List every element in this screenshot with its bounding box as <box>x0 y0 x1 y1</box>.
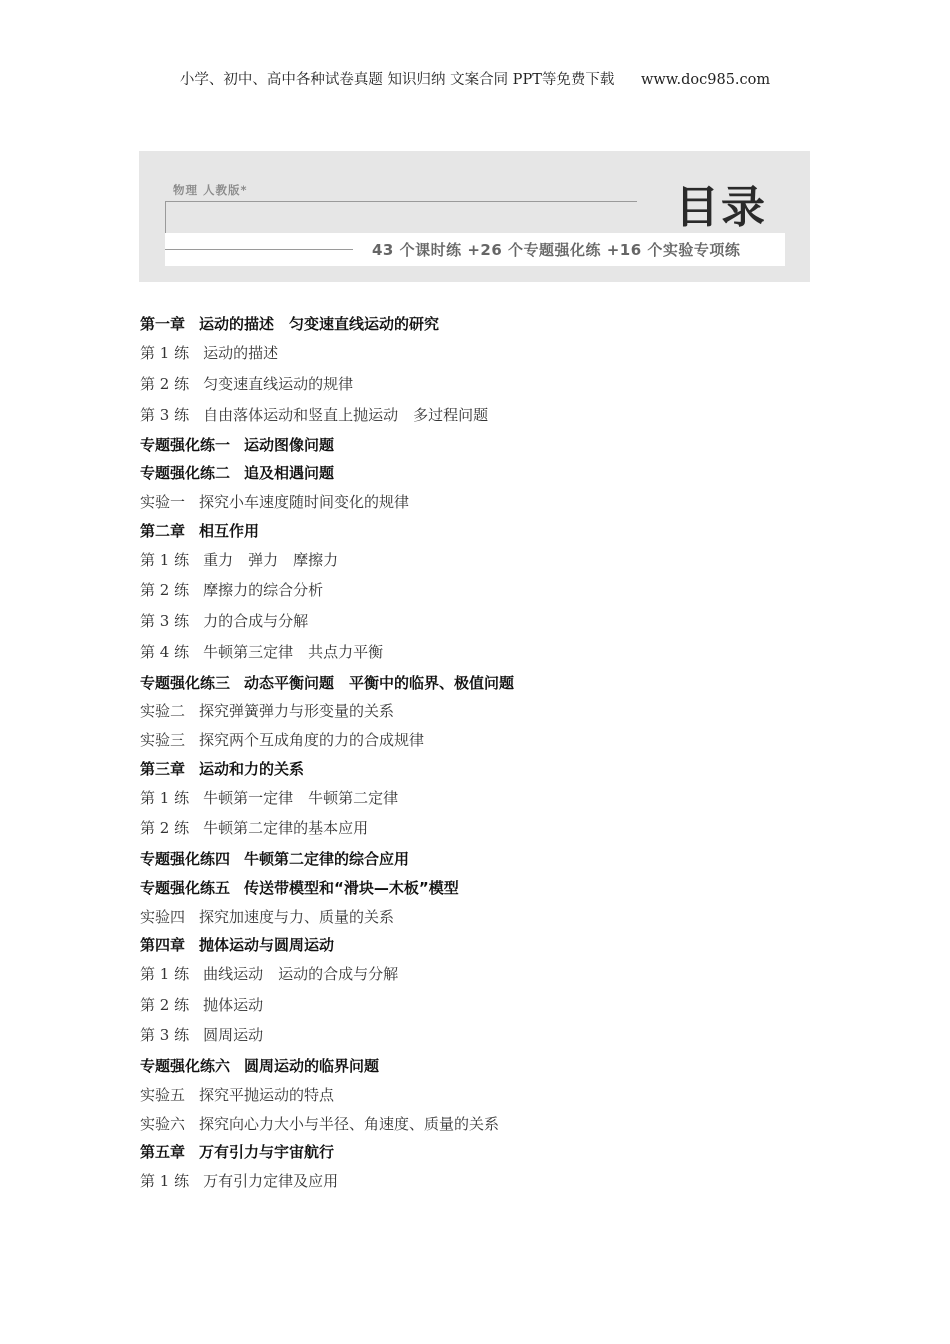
toc-entry[interactable] <box>140 1084 334 1105</box>
toc-entry-title: 抛体运动 <box>203 996 264 1014</box>
toc-entry[interactable] <box>140 404 488 425</box>
toc-entry-label: 第五章 <box>140 1143 186 1161</box>
toc-entry-title: 探究加速度与力、质量的关系 <box>199 908 395 926</box>
toc-entry-label: 实验四 <box>140 908 186 926</box>
toc-entry[interactable] <box>140 877 459 898</box>
toc-entry[interactable] <box>140 373 353 394</box>
toc-entry[interactable] <box>140 641 383 662</box>
header-url[interactable]: www.doc985.com <box>640 72 771 88</box>
toc-banner <box>139 151 810 282</box>
toc-entry-label: 专题强化练二 <box>140 464 231 482</box>
toc-entry-label: 第 2 练 <box>140 581 190 599</box>
toc-entry-title: 万有引力定律及应用 <box>203 1172 339 1190</box>
header-text: 小学、初中、高中各种试卷真题 知识归纳 文案合同 PPT等免费下载 <box>179 72 615 88</box>
toc-entry-label: 第 1 练 <box>140 551 190 569</box>
toc-entry-title: 摩擦力的综合分析 <box>203 581 324 599</box>
toc-entry[interactable] <box>140 729 424 750</box>
toc-entry-title: 探究平抛运动的特点 <box>199 1086 335 1104</box>
toc-entry[interactable] <box>140 994 263 1015</box>
toc-entry[interactable] <box>140 1170 338 1191</box>
toc-entry-label: 第 1 练 <box>140 965 190 983</box>
toc-entry-label: 第 3 练 <box>140 612 190 630</box>
toc-entry[interactable] <box>140 549 338 570</box>
toc-entry[interactable] <box>140 817 368 838</box>
toc-entry-title: 牛顿第二定律的综合应用 <box>244 850 410 868</box>
banner-subtitle: 43 个课时练 +26 个专题强化练 +16 个实验专项练 <box>372 241 741 259</box>
toc-entry[interactable] <box>140 787 398 808</box>
toc-entry-label: 第 2 练 <box>140 819 190 837</box>
toc-entry-title: 万有引力与宇宙航行 <box>199 1143 335 1161</box>
toc-entry-label: 第四章 <box>140 936 186 954</box>
toc-entry[interactable] <box>140 848 409 869</box>
toc-entry-label: 第 1 练 <box>140 789 190 807</box>
toc-entry[interactable] <box>140 934 334 955</box>
toc-entry-title: 重力 弹力 摩擦力 <box>203 551 339 569</box>
toc-entry-label: 专题强化练五 <box>140 879 231 897</box>
toc-entry[interactable] <box>140 1024 263 1045</box>
toc-entry[interactable] <box>140 462 334 483</box>
toc-entry-title: 牛顿第一定律 牛顿第二定律 <box>203 789 399 807</box>
toc-entry-title: 运动的描述 <box>203 344 279 362</box>
toc-entry-title: 匀变速直线运动的规律 <box>203 375 354 393</box>
toc-entry-title: 圆周运动 <box>203 1026 264 1044</box>
toc-entry-title: 传送带模型和“滑块—木板”模型 <box>244 879 459 897</box>
toc-entry-title: 运动和力的关系 <box>199 760 305 778</box>
toc-entry-label: 第 1 练 <box>140 1172 190 1190</box>
toc-entry[interactable] <box>140 579 323 600</box>
toc-entry-label: 第 4 练 <box>140 643 190 661</box>
toc-entry-title: 探究向心力大小与半径、角速度、质量的关系 <box>199 1115 500 1133</box>
page-title: 目录 <box>675 182 767 233</box>
toc-entry-label: 第 1 练 <box>140 344 190 362</box>
toc-entry[interactable] <box>140 963 398 984</box>
toc-entry-title: 曲线运动 运动的合成与分解 <box>203 965 399 983</box>
toc-entry-title: 自由落体运动和竖直上抛运动 多过程问题 <box>203 406 489 424</box>
toc-entry[interactable] <box>140 313 439 334</box>
banner-underline <box>165 249 353 250</box>
toc-entry[interactable] <box>140 610 308 631</box>
toc-entry[interactable] <box>140 672 514 693</box>
toc-entry-title: 运动图像问题 <box>244 436 335 454</box>
toc-entry[interactable] <box>140 758 304 779</box>
toc-entry[interactable] <box>140 700 394 721</box>
toc-entry-label: 实验一 <box>140 493 186 511</box>
toc-entry-title: 探究两个互成角度的力的合成规律 <box>199 731 425 749</box>
toc-entry-label: 专题强化练三 <box>140 674 231 692</box>
toc-entry-title: 探究弹簧弹力与形变量的关系 <box>199 702 395 720</box>
toc-entry-title: 牛顿第二定律的基本应用 <box>203 819 369 837</box>
toc-entry-label: 实验五 <box>140 1086 186 1104</box>
toc-entry[interactable] <box>140 906 394 927</box>
toc-entry[interactable] <box>140 1055 379 1076</box>
toc-entry-label: 专题强化练一 <box>140 436 231 454</box>
toc-entry-label: 第一章 <box>140 315 186 333</box>
banner-subject: 物理 人教版* <box>173 183 248 197</box>
toc-entry-label: 第 3 练 <box>140 406 190 424</box>
page-header <box>0 68 950 89</box>
toc-entry-title: 牛顿第三定律 共点力平衡 <box>203 643 384 661</box>
toc-entry-label: 实验三 <box>140 731 186 749</box>
toc-entry[interactable] <box>140 491 409 512</box>
toc-entry[interactable] <box>140 520 259 541</box>
toc-entry-title: 探究小车速度随时间变化的规律 <box>199 493 410 511</box>
toc-entry-title: 运动的描述 匀变速直线运动的研究 <box>199 315 440 333</box>
toc-entry-label: 实验六 <box>140 1115 186 1133</box>
toc-entry-label: 第 2 练 <box>140 996 190 1014</box>
toc-entry[interactable] <box>140 1113 499 1134</box>
toc-entry-label: 专题强化练四 <box>140 850 231 868</box>
toc-entry-label: 第 2 练 <box>140 375 190 393</box>
toc-entry-label: 实验二 <box>140 702 186 720</box>
toc-entry-title: 抛体运动与圆周运动 <box>199 936 335 954</box>
toc-entry[interactable] <box>140 1141 334 1162</box>
toc-entry[interactable] <box>140 434 334 455</box>
toc-entry-label: 第二章 <box>140 522 186 540</box>
toc-entry-label: 专题强化练六 <box>140 1057 231 1075</box>
toc-entry-label: 第三章 <box>140 760 186 778</box>
toc-entry-title: 圆周运动的临界问题 <box>244 1057 380 1075</box>
toc-entry-title: 力的合成与分解 <box>203 612 309 630</box>
toc-entry-title: 追及相遇问题 <box>244 464 335 482</box>
toc-entry-title: 动态平衡问题 平衡中的临界、极值问题 <box>244 674 515 692</box>
toc-entry[interactable] <box>140 342 278 363</box>
banner-divider <box>165 201 637 202</box>
toc-entry-title: 相互作用 <box>199 522 260 540</box>
toc-entry-label: 第 3 练 <box>140 1026 190 1044</box>
